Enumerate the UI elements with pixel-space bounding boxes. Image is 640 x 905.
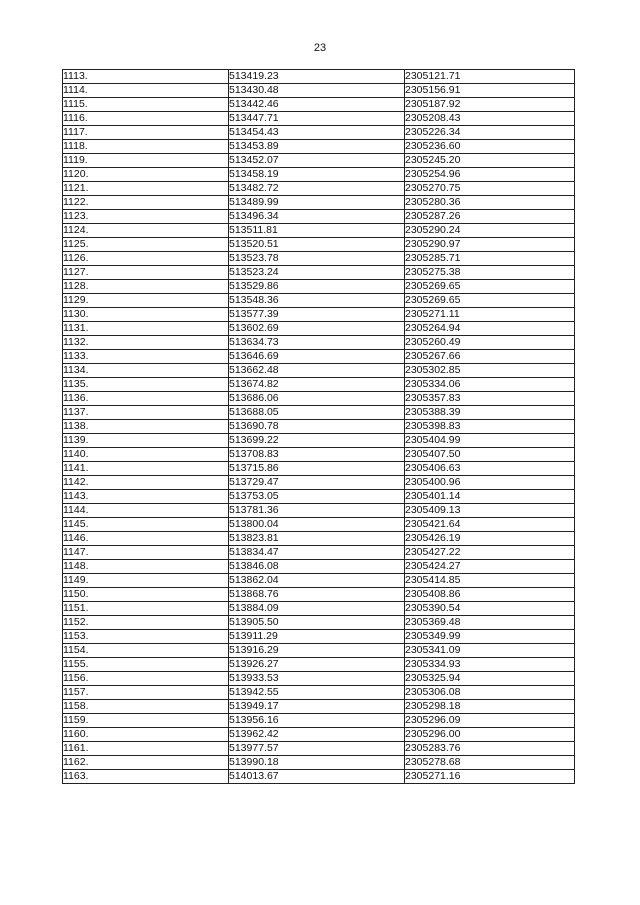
y-coordinate-cell: 2305269.65 xyxy=(405,294,575,308)
y-coordinate-cell: 2305325.94 xyxy=(405,672,575,686)
x-coordinate-cell: 513419.23 xyxy=(229,70,405,84)
point-number-cell: 1125. xyxy=(63,238,229,252)
table-row xyxy=(63,252,575,266)
x-coordinate-cell: 513523.24 xyxy=(229,266,405,280)
x-coordinate-cell: 513452.07 xyxy=(229,154,405,168)
x-coordinate-cell: 513977.57 xyxy=(229,742,405,756)
x-coordinate-cell: 513823.81 xyxy=(229,532,405,546)
table-row xyxy=(63,700,575,714)
x-coordinate-cell: 513686.06 xyxy=(229,392,405,406)
y-coordinate-cell: 2305334.06 xyxy=(405,378,575,392)
y-coordinate-cell: 2305404.99 xyxy=(405,434,575,448)
x-coordinate-cell: 514013.67 xyxy=(229,770,405,784)
x-coordinate-cell: 513846.08 xyxy=(229,560,405,574)
y-coordinate-cell: 2305287.26 xyxy=(405,210,575,224)
table-row xyxy=(63,154,575,168)
y-coordinate-cell: 2305271.16 xyxy=(405,770,575,784)
x-coordinate-cell: 513447.71 xyxy=(229,112,405,126)
table-row xyxy=(63,308,575,322)
table-row xyxy=(63,756,575,770)
point-number-cell: 1150. xyxy=(63,588,229,602)
point-number-cell: 1148. xyxy=(63,560,229,574)
x-coordinate-cell: 513933.53 xyxy=(229,672,405,686)
point-number-cell: 1163. xyxy=(63,770,229,784)
x-coordinate-cell: 513511.81 xyxy=(229,224,405,238)
x-coordinate-cell: 513674.82 xyxy=(229,378,405,392)
table-row xyxy=(63,378,575,392)
y-coordinate-cell: 2305414.85 xyxy=(405,574,575,588)
table-row xyxy=(63,742,575,756)
point-number-cell: 1138. xyxy=(63,420,229,434)
y-coordinate-cell: 2305245.20 xyxy=(405,154,575,168)
y-coordinate-cell: 2305421.64 xyxy=(405,518,575,532)
point-number-cell: 1127. xyxy=(63,266,229,280)
x-coordinate-cell: 513646.69 xyxy=(229,350,405,364)
x-coordinate-cell: 513990.18 xyxy=(229,756,405,770)
y-coordinate-cell: 2305306.08 xyxy=(405,686,575,700)
table-row xyxy=(63,98,575,112)
point-number-cell: 1129. xyxy=(63,294,229,308)
table-row xyxy=(63,448,575,462)
table-row xyxy=(63,266,575,280)
y-coordinate-cell: 2305269.65 xyxy=(405,280,575,294)
table-row xyxy=(63,392,575,406)
y-coordinate-cell: 2305267.66 xyxy=(405,350,575,364)
point-number-cell: 1144. xyxy=(63,504,229,518)
point-number-cell: 1155. xyxy=(63,658,229,672)
y-coordinate-cell: 2305226.34 xyxy=(405,126,575,140)
x-coordinate-cell: 513529.86 xyxy=(229,280,405,294)
y-coordinate-cell: 2305334.93 xyxy=(405,658,575,672)
x-coordinate-cell: 513905.50 xyxy=(229,616,405,630)
y-coordinate-cell: 2305427.22 xyxy=(405,546,575,560)
table-row xyxy=(63,490,575,504)
y-coordinate-cell: 2305187.92 xyxy=(405,98,575,112)
point-number-cell: 1121. xyxy=(63,182,229,196)
table-row xyxy=(63,644,575,658)
point-number-cell: 1153. xyxy=(63,630,229,644)
y-coordinate-cell: 2305296.09 xyxy=(405,714,575,728)
table-row xyxy=(63,462,575,476)
point-number-cell: 1113. xyxy=(63,70,229,84)
table-row xyxy=(63,476,575,490)
point-number-cell: 1145. xyxy=(63,518,229,532)
point-number-cell: 1156. xyxy=(63,672,229,686)
point-number-cell: 1157. xyxy=(63,686,229,700)
point-number-cell: 1136. xyxy=(63,392,229,406)
table-row xyxy=(63,84,575,98)
table-row xyxy=(63,504,575,518)
point-number-cell: 1118. xyxy=(63,140,229,154)
y-coordinate-cell: 2305275.38 xyxy=(405,266,575,280)
x-coordinate-cell: 513454.43 xyxy=(229,126,405,140)
point-number-cell: 1134. xyxy=(63,364,229,378)
y-coordinate-cell: 2305349.99 xyxy=(405,630,575,644)
y-coordinate-cell: 2305424.27 xyxy=(405,560,575,574)
table-row xyxy=(63,616,575,630)
y-coordinate-cell: 2305357.83 xyxy=(405,392,575,406)
table-row xyxy=(63,322,575,336)
x-coordinate-cell: 513949.17 xyxy=(229,700,405,714)
point-number-cell: 1154. xyxy=(63,644,229,658)
y-coordinate-cell: 2305398.83 xyxy=(405,420,575,434)
point-number-cell: 1126. xyxy=(63,252,229,266)
x-coordinate-cell: 513753.05 xyxy=(229,490,405,504)
point-number-cell: 1160. xyxy=(63,728,229,742)
table-row xyxy=(63,588,575,602)
y-coordinate-cell: 2305271.11 xyxy=(405,308,575,322)
point-number-cell: 1158. xyxy=(63,700,229,714)
table-row xyxy=(63,70,575,84)
point-number-cell: 1139. xyxy=(63,434,229,448)
y-coordinate-cell: 2305390.54 xyxy=(405,602,575,616)
x-coordinate-cell: 513956.16 xyxy=(229,714,405,728)
table-row xyxy=(63,658,575,672)
x-coordinate-cell: 513577.39 xyxy=(229,308,405,322)
y-coordinate-cell: 2305264.94 xyxy=(405,322,575,336)
table-row xyxy=(63,518,575,532)
point-number-cell: 1147. xyxy=(63,546,229,560)
y-coordinate-cell: 2305426.19 xyxy=(405,532,575,546)
table-row xyxy=(63,560,575,574)
point-number-cell: 1141. xyxy=(63,462,229,476)
x-coordinate-cell: 513496.34 xyxy=(229,210,405,224)
y-coordinate-cell: 2305388.39 xyxy=(405,406,575,420)
x-coordinate-cell: 513868.76 xyxy=(229,588,405,602)
x-coordinate-cell: 513482.72 xyxy=(229,182,405,196)
table-row xyxy=(63,336,575,350)
x-coordinate-cell: 513453.89 xyxy=(229,140,405,154)
point-number-cell: 1149. xyxy=(63,574,229,588)
table-row xyxy=(63,210,575,224)
table-row xyxy=(63,126,575,140)
point-number-cell: 1116. xyxy=(63,112,229,126)
y-coordinate-cell: 2305278.68 xyxy=(405,756,575,770)
y-coordinate-cell: 2305296.00 xyxy=(405,728,575,742)
x-coordinate-cell: 513523.78 xyxy=(229,252,405,266)
point-number-cell: 1146. xyxy=(63,532,229,546)
table-row xyxy=(63,546,575,560)
y-coordinate-cell: 2305290.97 xyxy=(405,238,575,252)
table-row xyxy=(63,364,575,378)
table-row xyxy=(63,238,575,252)
y-coordinate-cell: 2305341.09 xyxy=(405,644,575,658)
x-coordinate-cell: 513602.69 xyxy=(229,322,405,336)
point-number-cell: 1114. xyxy=(63,84,229,98)
x-coordinate-cell: 513800.04 xyxy=(229,518,405,532)
point-number-cell: 1133. xyxy=(63,350,229,364)
coordinates-table xyxy=(62,69,575,784)
y-coordinate-cell: 2305285.71 xyxy=(405,252,575,266)
x-coordinate-cell: 513699.22 xyxy=(229,434,405,448)
y-coordinate-cell: 2305156.91 xyxy=(405,84,575,98)
x-coordinate-cell: 513662.48 xyxy=(229,364,405,378)
y-coordinate-cell: 2305369.48 xyxy=(405,616,575,630)
y-coordinate-cell: 2305302.85 xyxy=(405,364,575,378)
x-coordinate-cell: 513916.29 xyxy=(229,644,405,658)
point-number-cell: 1162. xyxy=(63,756,229,770)
y-coordinate-cell: 2305406.63 xyxy=(405,462,575,476)
x-coordinate-cell: 513942.55 xyxy=(229,686,405,700)
point-number-cell: 1140. xyxy=(63,448,229,462)
point-number-cell: 1132. xyxy=(63,336,229,350)
y-coordinate-cell: 2305121.71 xyxy=(405,70,575,84)
point-number-cell: 1124. xyxy=(63,224,229,238)
table-row xyxy=(63,294,575,308)
x-coordinate-cell: 513442.46 xyxy=(229,98,405,112)
point-number-cell: 1123. xyxy=(63,210,229,224)
y-coordinate-cell: 2305280.36 xyxy=(405,196,575,210)
x-coordinate-cell: 513688.05 xyxy=(229,406,405,420)
point-number-cell: 1159. xyxy=(63,714,229,728)
coordinates-table-body xyxy=(63,70,575,784)
y-coordinate-cell: 2305409.13 xyxy=(405,504,575,518)
table-row xyxy=(63,714,575,728)
point-number-cell: 1161. xyxy=(63,742,229,756)
table-row xyxy=(63,280,575,294)
point-number-cell: 1152. xyxy=(63,616,229,630)
table-row xyxy=(63,602,575,616)
table-row xyxy=(63,140,575,154)
y-coordinate-cell: 2305401.14 xyxy=(405,490,575,504)
x-coordinate-cell: 513862.04 xyxy=(229,574,405,588)
point-number-cell: 1120. xyxy=(63,168,229,182)
point-number-cell: 1128. xyxy=(63,280,229,294)
point-number-cell: 1119. xyxy=(63,154,229,168)
y-coordinate-cell: 2305298.18 xyxy=(405,700,575,714)
table-row xyxy=(63,350,575,364)
y-coordinate-cell: 2305407.50 xyxy=(405,448,575,462)
y-coordinate-cell: 2305283.76 xyxy=(405,742,575,756)
y-coordinate-cell: 2305236.60 xyxy=(405,140,575,154)
table-row xyxy=(63,728,575,742)
point-number-cell: 1135. xyxy=(63,378,229,392)
point-number-cell: 1130. xyxy=(63,308,229,322)
y-coordinate-cell: 2305254.96 xyxy=(405,168,575,182)
x-coordinate-cell: 513911.29 xyxy=(229,630,405,644)
x-coordinate-cell: 513708.83 xyxy=(229,448,405,462)
x-coordinate-cell: 513634.73 xyxy=(229,336,405,350)
point-number-cell: 1115. xyxy=(63,98,229,112)
point-number-cell: 1151. xyxy=(63,602,229,616)
y-coordinate-cell: 2305208.43 xyxy=(405,112,575,126)
x-coordinate-cell: 513781.36 xyxy=(229,504,405,518)
x-coordinate-cell: 513489.99 xyxy=(229,196,405,210)
table-row xyxy=(63,406,575,420)
table-row xyxy=(63,434,575,448)
x-coordinate-cell: 513926.27 xyxy=(229,658,405,672)
table-row xyxy=(63,168,575,182)
x-coordinate-cell: 513715.86 xyxy=(229,462,405,476)
table-row xyxy=(63,420,575,434)
table-row xyxy=(63,196,575,210)
x-coordinate-cell: 513729.47 xyxy=(229,476,405,490)
y-coordinate-cell: 2305270.75 xyxy=(405,182,575,196)
x-coordinate-cell: 513548.36 xyxy=(229,294,405,308)
x-coordinate-cell: 513834.47 xyxy=(229,546,405,560)
point-number-cell: 1143. xyxy=(63,490,229,504)
x-coordinate-cell: 513520.51 xyxy=(229,238,405,252)
point-number-cell: 1131. xyxy=(63,322,229,336)
y-coordinate-cell: 2305260.49 xyxy=(405,336,575,350)
table-row xyxy=(63,672,575,686)
x-coordinate-cell: 513430.48 xyxy=(229,84,405,98)
table-row xyxy=(63,630,575,644)
point-number-cell: 1137. xyxy=(63,406,229,420)
y-coordinate-cell: 2305290.24 xyxy=(405,224,575,238)
point-number-cell: 1142. xyxy=(63,476,229,490)
table-row xyxy=(63,574,575,588)
page-number: 23 xyxy=(313,42,327,54)
point-number-cell: 1122. xyxy=(63,196,229,210)
x-coordinate-cell: 513962.42 xyxy=(229,728,405,742)
x-coordinate-cell: 513458.19 xyxy=(229,168,405,182)
point-number-cell: 1117. xyxy=(63,126,229,140)
table-row xyxy=(63,224,575,238)
y-coordinate-cell: 2305408.86 xyxy=(405,588,575,602)
table-row xyxy=(63,182,575,196)
table-row xyxy=(63,532,575,546)
table-row xyxy=(63,112,575,126)
x-coordinate-cell: 513884.09 xyxy=(229,602,405,616)
table-row xyxy=(63,770,575,784)
table-row xyxy=(63,686,575,700)
x-coordinate-cell: 513690.78 xyxy=(229,420,405,434)
y-coordinate-cell: 2305400.96 xyxy=(405,476,575,490)
